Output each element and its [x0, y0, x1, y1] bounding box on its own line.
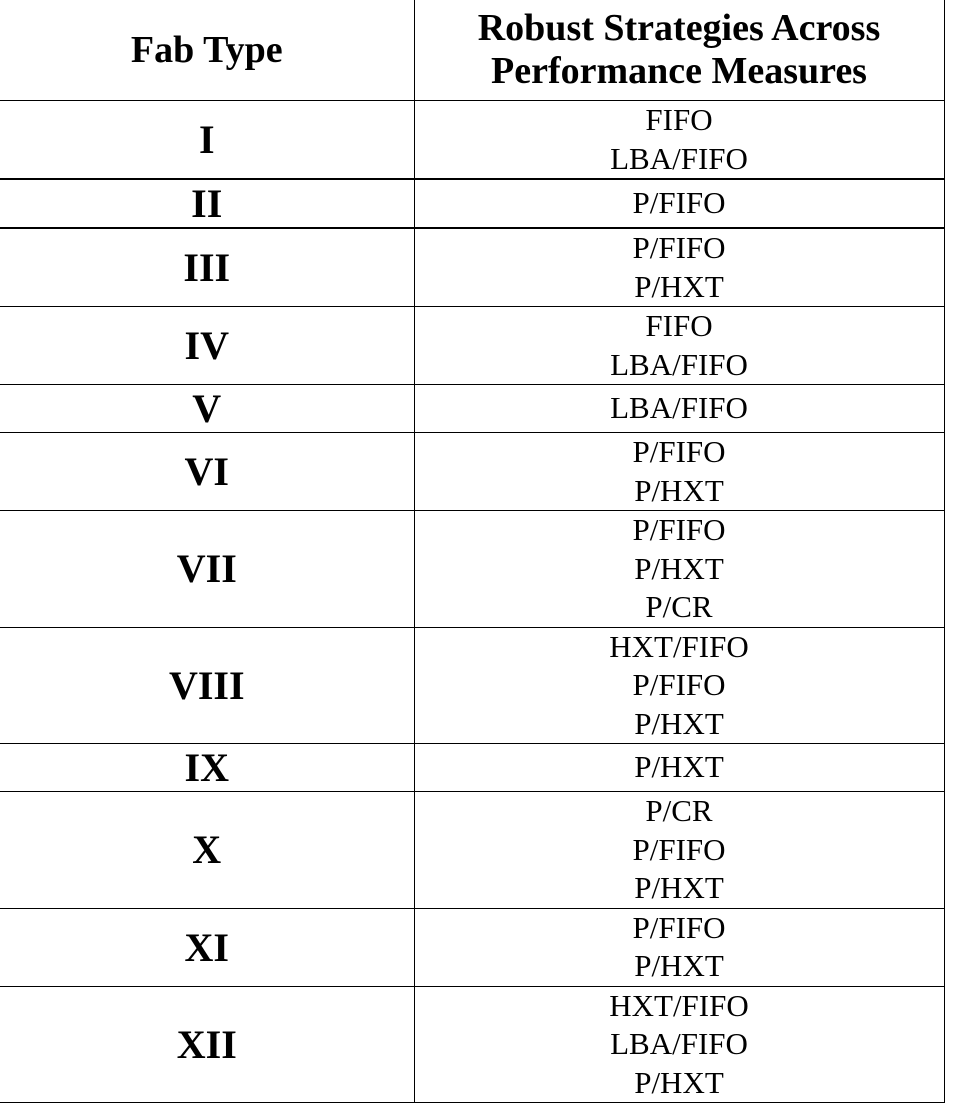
table-row — [0, 228, 944, 307]
strategy-item: HXT/FIFO — [609, 987, 749, 1023]
fab-type-cell: II — [0, 179, 414, 228]
table-row — [0, 179, 944, 228]
fab-type-cell: I — [0, 101, 414, 180]
strategies-cell — [414, 627, 944, 744]
fab-type-cell: VIII — [0, 627, 414, 744]
header-robust-strategies-line2: Performance Measures — [491, 50, 867, 92]
strategies-cell — [414, 101, 944, 180]
strategies-cell — [414, 433, 944, 511]
fab-type-cell: VII — [0, 511, 414, 628]
fab-type-cell: X — [0, 792, 414, 909]
strategy-item: FIFO — [645, 102, 713, 137]
strategy-item: P/FIFO — [632, 512, 726, 547]
table-row — [0, 385, 944, 433]
strategy-item: P/HXT — [634, 268, 724, 304]
strategy-item: P/FIFO — [632, 185, 726, 221]
header-robust-strategies-line1: Robust Strategies Across — [477, 7, 881, 49]
fab-type-cell: III — [0, 228, 414, 307]
strategies-cell — [414, 744, 944, 792]
strategies-cell — [414, 385, 944, 433]
header-row — [0, 0, 944, 101]
table-row — [0, 101, 944, 180]
fab-type-cell: XII — [0, 986, 414, 1103]
fab-type-cell: IV — [0, 307, 414, 385]
strategy-item: P/HXT — [634, 1064, 724, 1100]
strategies-cell — [414, 307, 944, 385]
table-row — [0, 744, 944, 792]
strategies-cell — [414, 792, 944, 909]
fab-type-cell: V — [0, 385, 414, 433]
fab-type-cell: VI — [0, 433, 414, 511]
strategy-item: P/HXT — [634, 749, 724, 785]
table-row — [0, 908, 944, 986]
strategy-item: P/CR — [645, 793, 713, 828]
table-row — [0, 986, 944, 1103]
strategy-item: P/HXT — [634, 948, 724, 983]
strategy-item: P/HXT — [634, 705, 724, 741]
strategy-item: P/HXT — [634, 472, 724, 508]
strategies-cell — [414, 228, 944, 307]
strategy-item: HXT/FIFO — [609, 628, 749, 664]
strategy-item: P/FIFO — [632, 434, 726, 469]
strategy-item: LBA/FIFO — [610, 140, 748, 176]
strategy-item: FIFO — [645, 308, 713, 343]
strategies-cell — [414, 986, 944, 1103]
strategy-item: LBA/FIFO — [610, 1026, 748, 1061]
table-row — [0, 511, 944, 628]
table-row — [0, 307, 944, 385]
strategy-item: P/CR — [645, 589, 713, 624]
fab-type-cell: IX — [0, 744, 414, 792]
strategy-item: P/FIFO — [632, 831, 726, 867]
table-row — [0, 433, 944, 511]
strategy-item: P/HXT — [634, 870, 724, 905]
strategies-cell — [414, 179, 944, 228]
table-body — [0, 101, 944, 1103]
header-robust-strategies — [414, 0, 944, 101]
strategies-cell — [414, 511, 944, 628]
fab-type-cell: XI — [0, 908, 414, 986]
strategy-item: P/FIFO — [632, 667, 726, 702]
strategy-item: LBA/FIFO — [610, 346, 748, 382]
strategy-item: LBA/FIFO — [610, 390, 748, 426]
table-row — [0, 627, 944, 744]
strategy-item: P/FIFO — [632, 909, 726, 945]
strategy-item: P/HXT — [634, 550, 724, 586]
strategy-item: P/FIFO — [632, 230, 726, 265]
header-fab-type: Fab Type — [0, 0, 414, 101]
table-row — [0, 792, 944, 909]
strategies-cell — [414, 908, 944, 986]
